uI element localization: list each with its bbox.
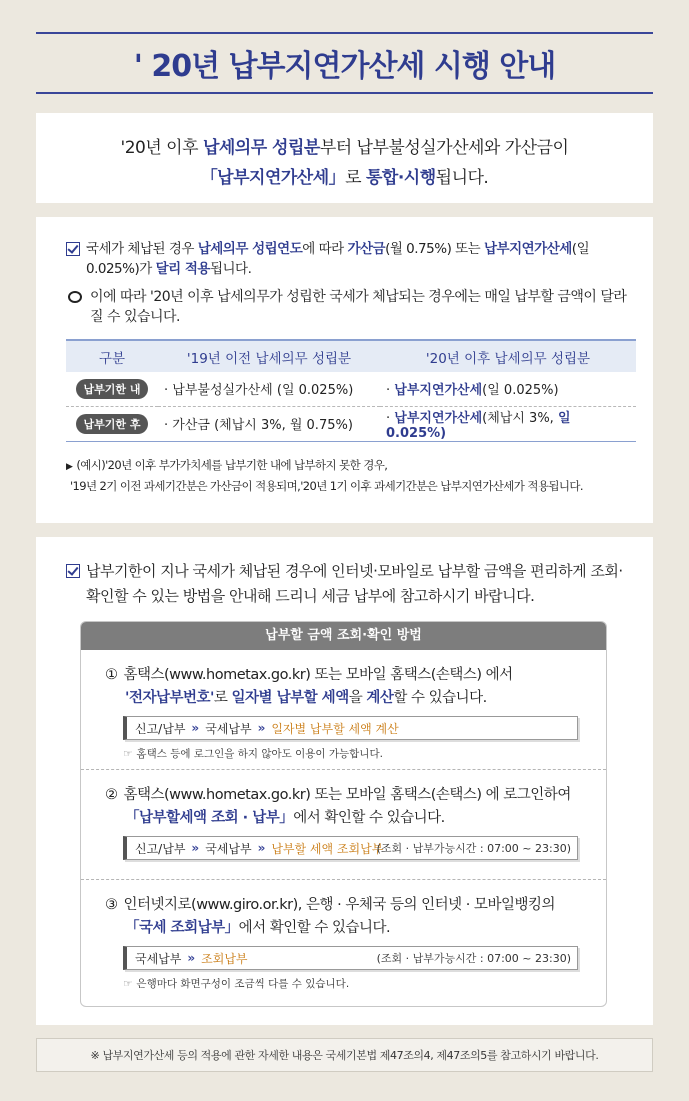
example-note: ▶ (예시)'20년 이후 부가가치세를 납부기한 내에 납부하지 못한 경우, '19년 2기 이전 과세기간분은 가산금이 적용되며,'20년 1기 이후 과세기간분은 납부지연가산세가 적용됩니다. — [66, 457, 583, 493]
section-payment-methods — [36, 537, 653, 1025]
menu-path: 신고/납부 » 국세납부 » 일자별 납부할 세액 계산 — [123, 716, 578, 740]
table-row: 납부기한 후 · 가산금 (체납시 3%, 월 0.75%) · 납부지연가산세(체납시 3%, 일 0.025%) — [66, 406, 636, 441]
pointing-hand-icon: ☞ — [123, 748, 133, 760]
menu-path: 국세납부 » 조회납부 (조회 · 납부가능시간 : 07:00 ~ 23:30) — [123, 946, 578, 970]
footer-note: ※ 납부지연가산세 등의 적용에 관한 자세한 내용은 국세기본법 제47조의4, 제47조의5를 참고하시기 바랍니다. — [36, 1038, 653, 1072]
method-box — [80, 621, 607, 1007]
method-box-title: 납부할 금액 조회·확인 방법 — [81, 622, 606, 650]
intro-line-1: '20년 이후 납세의무 성립분부터 납부불성실가산세와 가산금이 — [120, 138, 569, 158]
method-step-1: ① 홈택스(www.hometax.go.kr) 또는 모바일 홈택스(손택스) 에서 '전자납부번호'로 일자별 납부할 세액을 계산할 수 있습니다. 신고/납부 » 국세납부 » 일자별 납부할 세액 계산 ☞ 홈택스 등에 로그인을 하지 않아도 이용이 가능합니다. — [81, 650, 606, 770]
method-step-2: ② 홈택스(www.hometax.go.kr) 또는 모바일 홈택스(손택스) 에 로그인하여 「납부할세액 조회 · 납부」에서 확인할 수 있습니다. 신고/납부 » 국세납부 » 납부할 세액 조회납부 (조회 · 납부가능시간 : 07:00 ~ 23:30) — [81, 770, 606, 880]
circle-bullet-icon — [68, 291, 82, 303]
comparison-table — [66, 339, 636, 442]
menu-path: 신고/납부 » 국세납부 » 납부할 세액 조회납부 (조회 · 납부가능시간 : 07:00 ~ 23:30) — [123, 836, 578, 860]
checklist-item: 납부기한이 지나 국세가 체납된 경우에 인터넷·모바일로 납부할 금액을 편리하게 조회·확인할 수 있는 방법을 안내해 드리니 세금 납부에 참고하시기 바랍니다. — [66, 559, 629, 609]
title-banner — [36, 32, 653, 94]
table-row: 납부기한 내 · 납부불성실가산세 (일 0.025%) · 납부지연가산세(일 0.025%) — [66, 372, 636, 406]
double-chevron-right-icon: » — [187, 951, 196, 965]
checklist-item: 국세가 체납된 경우 납세의무 성립연도에 따라 가산금(월 0.75%) 또는 납부지연가산세(일 0.025%)가 달리 적용됩니다. — [66, 239, 629, 279]
row-label-badge: 납부기한 후 — [76, 414, 149, 434]
bullet-item: 이에 따라 '20년 이후 납세의무가 성립한 국세가 체납되는 경우에는 매일 납부할 금액이 달라질 수 있습니다. — [66, 287, 629, 327]
method-step-3: ③ 인터넷지로(www.giro.or.kr), 은행 · 우체국 등의 인터넷 · 모바일뱅킹의 「국세 조회납부」에서 확인할 수 있습니다. 국세납부 » 조회납부 (조회 · 납부가능시간 : 07:00 ~ 23:30) ☞ 은행마다 화면구성이 조금씩 다를 수 있습니다. — [81, 880, 606, 1006]
intro-card — [36, 113, 653, 203]
section-penalty-info — [36, 217, 653, 523]
double-chevron-right-icon: » — [257, 841, 266, 855]
page-title: ' 20년 납부지연가산세 시행 안내 — [133, 49, 556, 84]
double-chevron-right-icon: » — [257, 721, 266, 735]
double-chevron-right-icon: » — [191, 721, 200, 735]
checkbox-check-icon — [66, 564, 80, 578]
step-note: ☞ 홈택스 등에 로그인을 하지 않아도 이용이 가능합니다. — [123, 748, 383, 760]
double-chevron-right-icon: » — [191, 841, 200, 855]
intro-line-2: 「납부지연가산세」로 통합·시행됩니다. — [200, 168, 489, 188]
triangle-bullet-icon: ▶ — [66, 461, 73, 472]
step-note: ☞ 은행마다 화면구성이 조금씩 다를 수 있습니다. — [123, 978, 350, 990]
row-label-badge: 납부기한 내 — [76, 379, 149, 399]
pointing-hand-icon: ☞ — [123, 978, 133, 990]
table-header-row — [66, 340, 636, 372]
table-header: 구분 — [66, 340, 158, 372]
checkbox-check-icon — [66, 242, 80, 256]
table-header: '20년 이후 납세의무 성립분 — [380, 340, 636, 372]
table-header: '19년 이전 납세의무 성립분 — [158, 340, 380, 372]
